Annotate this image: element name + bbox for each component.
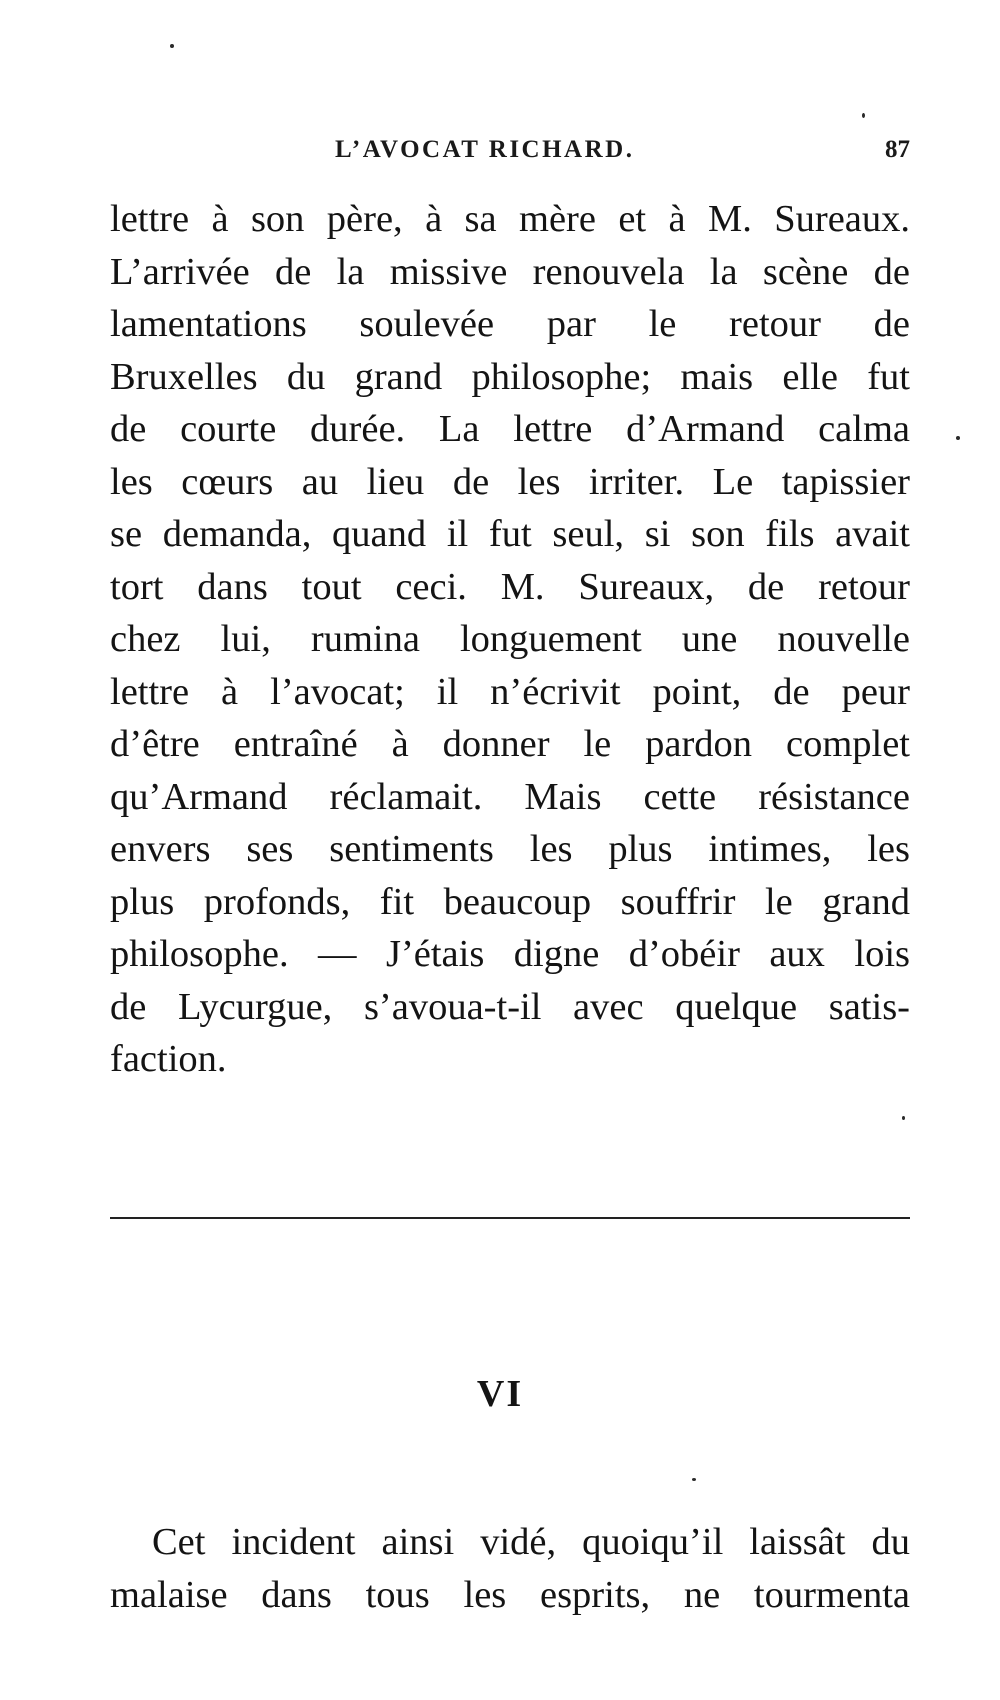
print-speck: [902, 1116, 905, 1120]
text-line: malaise dans tous les esprits, ne tourmenta: [110, 1573, 910, 1616]
chapter-paragraph: [110, 1516, 910, 1621]
section-divider: [110, 1217, 910, 1219]
text-line: L’arrivée de la missive renouvela la scène de: [110, 250, 910, 293]
text-line: qu’Armand réclamait. Mais cette résistance: [110, 775, 910, 818]
print-speck: [956, 436, 960, 440]
text-line: lamentations soulevée par le retour de: [110, 303, 910, 345]
text-line: de courte durée. La lettre d’Armand calma: [110, 408, 910, 450]
text-line: philosophe. — J’étais digne d’obéir aux lois: [110, 933, 910, 975]
chapter-heading: VI: [476, 1373, 524, 1415]
running-head: [110, 136, 910, 176]
text-line: lettre à son père, à sa mère et à M. Sureaux.: [110, 198, 910, 240]
text-line: Cet incident ainsi vidé, quoiqu’il laissât du: [152, 1521, 910, 1563]
print-speck: [692, 1478, 696, 1481]
text-line: d’être entraîné à donner le pardon complet: [110, 723, 910, 765]
running-title: L’AVOCAT RICHARD.: [335, 136, 635, 163]
print-speck: [170, 44, 174, 48]
text-line: Bruxelles du grand philosophe; mais elle fut: [110, 355, 910, 398]
text-line: de Lycurgue, s’avoua-t-il avec quelque satis-: [110, 985, 910, 1028]
text-line: chez lui, rumina longuement une nouvelle: [110, 618, 910, 660]
text-line: plus profonds, fit beaucoup souffrir le grand: [110, 880, 910, 923]
text-line: les cœurs au lieu de les irriter. Le tapissier: [110, 460, 910, 503]
page-number: 87: [885, 136, 910, 163]
text-line: faction.: [110, 1038, 227, 1080]
text-line: envers ses sentiments les plus intimes, les: [110, 828, 910, 870]
text-line: tort dans tout ceci. M. Sureaux, de retour: [110, 565, 910, 608]
body-paragraph: [110, 193, 910, 1086]
text-line: lettre à l’avocat; il n’écrivit point, de peur: [110, 670, 910, 713]
print-speck: [862, 113, 865, 118]
text-line: se demanda, quand il fut seul, si son fils avait: [110, 513, 910, 555]
